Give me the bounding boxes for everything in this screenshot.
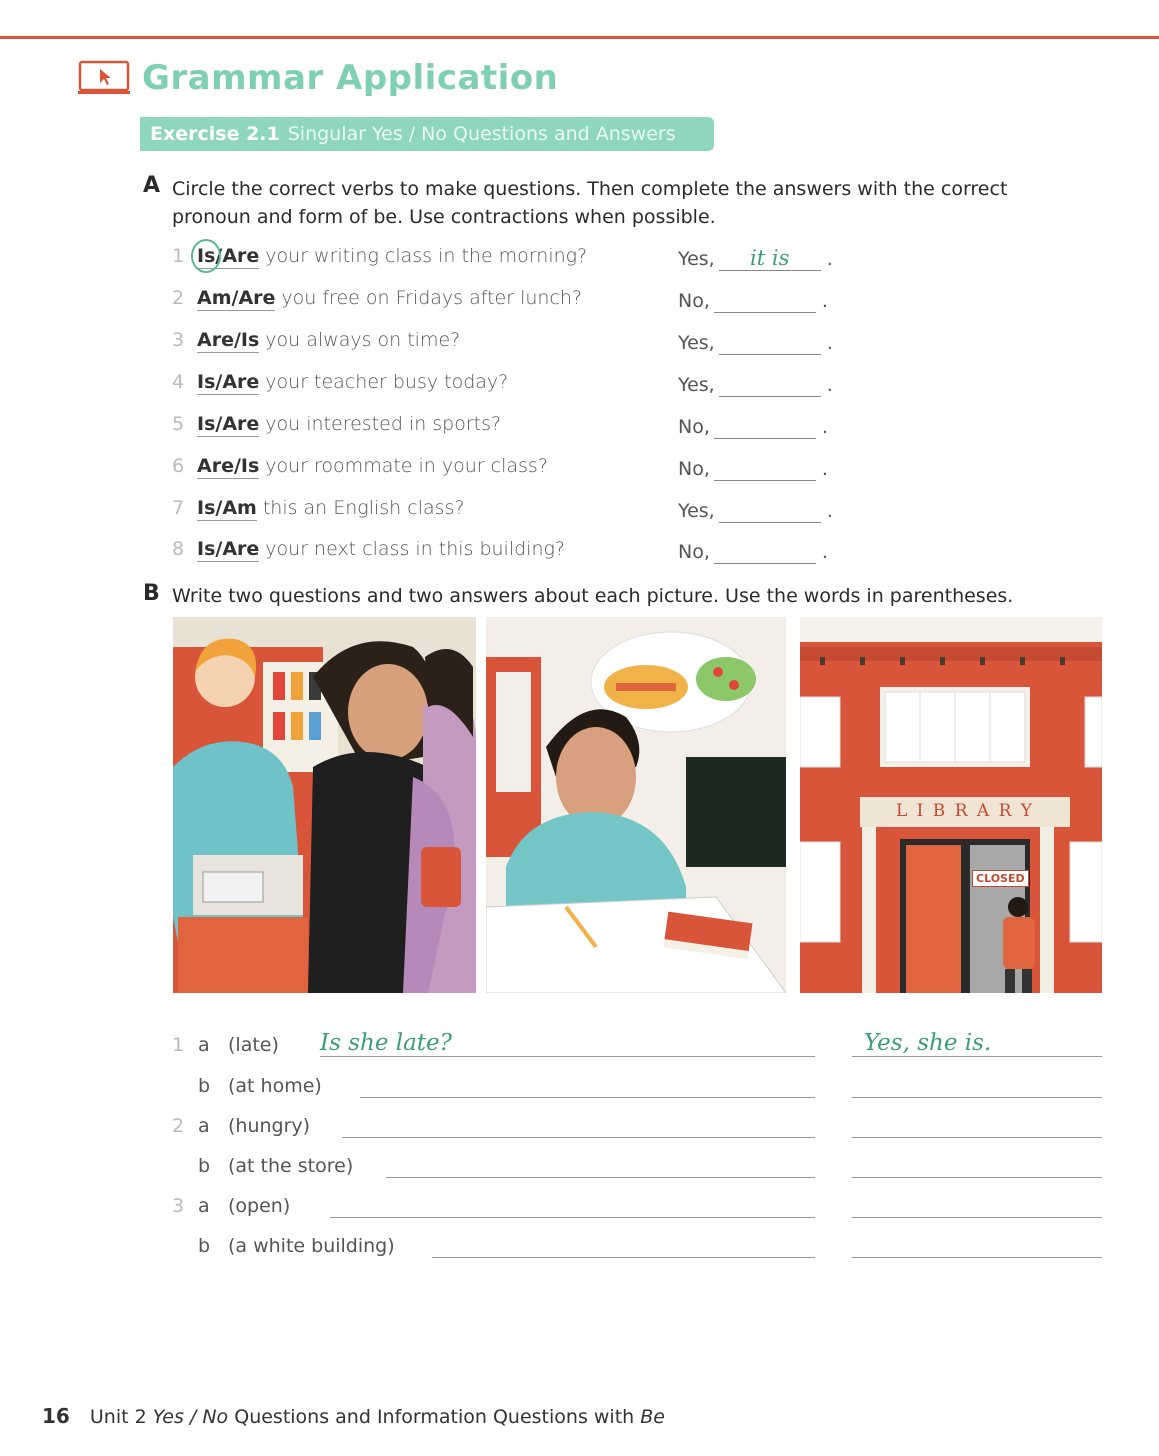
answer-blank[interactable] (714, 288, 816, 313)
question-write-line[interactable] (360, 1071, 815, 1098)
picture-question-row (0, 1115, 1159, 1149)
verb-choice-label: Is/Are (197, 538, 260, 560)
question-text: your writing class in the morning? (265, 245, 588, 267)
answer-cell (678, 456, 828, 481)
item-letter: a (198, 1115, 210, 1137)
page-number: 16 (42, 1404, 70, 1428)
answer-write-line[interactable] (852, 1071, 1102, 1098)
part-b-letter: B (143, 581, 160, 606)
answer-write-line[interactable] (852, 1111, 1102, 1138)
answer-blank[interactable]: it is (719, 246, 821, 271)
picture-question-row (0, 1030, 1159, 1068)
library-sign: L I B R A R Y (895, 801, 1035, 821)
verb-choice[interactable] (197, 371, 259, 395)
exercise-title: Singular Yes / No Questions and Answers (287, 123, 676, 145)
question-text: this an English class? (262, 497, 465, 519)
exercise-number: Exercise 2.1 (150, 123, 280, 145)
answer-period: . (826, 500, 833, 522)
closed-sign: CLOSED (972, 870, 1029, 887)
answer-prefix: Yes, (678, 248, 715, 270)
answer-cell (678, 414, 828, 439)
verb-choice[interactable] (197, 245, 259, 269)
answer-write-line[interactable] (852, 1191, 1102, 1218)
answer-write-line[interactable] (852, 1151, 1102, 1178)
item-prompt: (late) (228, 1034, 279, 1056)
footer-title-italic: Yes / No (152, 1406, 229, 1428)
question-text: your next class in this building? (265, 538, 565, 560)
item-prompt: (open) (228, 1195, 291, 1217)
answer-period: . (826, 374, 833, 396)
picture-question-row (0, 1075, 1159, 1109)
item-letter: b (198, 1155, 211, 1177)
answer-period: . (821, 458, 828, 480)
answer-prefix: No, (678, 541, 710, 563)
answer-cell (678, 498, 833, 523)
question-number: 2 (172, 287, 185, 309)
question-text: you interested in sports? (265, 413, 502, 435)
question-number: 8 (172, 538, 185, 560)
question-text: you free on Fridays after lunch? (281, 287, 583, 309)
answer-blank[interactable] (714, 539, 816, 564)
page-footer (42, 1404, 665, 1428)
answer-prefix: Yes, (678, 500, 715, 522)
question-number: 7 (172, 497, 185, 519)
item-number: 1 (172, 1034, 185, 1056)
question-write-line[interactable] (320, 1030, 815, 1057)
picture-1-store (173, 617, 476, 993)
item-letter: b (198, 1075, 211, 1097)
answer-prefix: No, (678, 290, 710, 312)
question-text: your teacher busy today? (265, 371, 509, 393)
video-play-icon[interactable] (78, 60, 130, 96)
picture-question-row (0, 1235, 1159, 1269)
answer-write-line[interactable] (852, 1231, 1102, 1258)
verb-choice-label: Is/Are (197, 413, 260, 435)
written-answer: Yes, she is. (864, 1030, 992, 1056)
footer-unit: Unit 2 (89, 1406, 147, 1428)
verb-choice-label: Are/Is (197, 455, 260, 477)
item-prompt: (at home) (228, 1075, 322, 1097)
question-number: 5 (172, 413, 185, 435)
answer-blank[interactable] (719, 372, 821, 397)
item-letter: b (198, 1235, 211, 1257)
verb-choice[interactable] (197, 455, 259, 479)
top-rule (0, 36, 1159, 39)
answer-cell (678, 246, 833, 271)
question-write-line[interactable] (330, 1191, 815, 1218)
answer-circle-mark (191, 239, 221, 273)
answer-period: . (826, 248, 833, 270)
question-text: you always on time? (265, 329, 461, 351)
section-header (78, 58, 558, 98)
answer-blank[interactable] (719, 330, 821, 355)
answer-prefix: No, (678, 416, 710, 438)
answer-cell (678, 330, 833, 355)
verb-choice[interactable] (197, 538, 259, 562)
question-write-line[interactable] (386, 1151, 815, 1178)
question-number: 3 (172, 329, 185, 351)
written-question: Is she late? (320, 1030, 452, 1056)
question-write-line[interactable] (432, 1231, 815, 1258)
verb-choice-label: Is/Am (197, 497, 257, 519)
part-a-instruction-line2: pronoun and form of be. Use contractions when possible. (172, 206, 716, 228)
question-write-line[interactable] (342, 1111, 815, 1138)
question-text: your roommate in your class? (265, 455, 548, 477)
item-prompt: (a white building) (228, 1235, 395, 1257)
answer-blank[interactable] (719, 498, 821, 523)
verb-choice[interactable] (197, 413, 259, 437)
item-number: 2 (172, 1115, 185, 1137)
section-title: Grammar Application (142, 58, 559, 98)
part-a-instruction-line1: Circle the correct verbs to make questions. Then complete the answers with the correct (172, 178, 1008, 200)
answer-write-line[interactable] (852, 1030, 1102, 1057)
answer-period: . (821, 290, 828, 312)
item-number: 3 (172, 1195, 185, 1217)
question-number: 6 (172, 455, 185, 477)
item-letter: a (198, 1195, 210, 1217)
answer-prefix: No, (678, 458, 710, 480)
verb-choice-label: Is/Are (197, 245, 260, 267)
exercise-banner (140, 117, 714, 151)
answer-prefix: Yes, (678, 374, 715, 396)
answer-cell (678, 539, 828, 564)
question-number: 4 (172, 371, 185, 393)
verb-choice[interactable] (197, 497, 257, 521)
verb-choice-label: Is/Are (197, 371, 260, 393)
footer-title: Questions and Information Questions with (234, 1406, 635, 1428)
part-a-letter: A (143, 173, 161, 198)
picture-3-library (800, 617, 1102, 993)
part-b-instruction: Write two questions and two answers about each picture. Use the words in parentheses. (172, 585, 1014, 607)
answer-period: . (821, 541, 828, 563)
answer-blank[interactable] (714, 414, 816, 439)
item-letter: a (198, 1034, 210, 1056)
answer-cell (678, 288, 828, 313)
answer-period: . (821, 416, 828, 438)
verb-choice[interactable] (197, 287, 275, 311)
footer-title-end: Be (640, 1406, 665, 1428)
verb-choice-label: Am/Are (197, 287, 276, 309)
question-number: 1 (172, 245, 185, 267)
answer-cell (678, 372, 833, 397)
verb-choice-label: Are/Is (197, 329, 260, 351)
item-prompt: (at the store) (228, 1155, 354, 1177)
picture-question-row (0, 1195, 1159, 1229)
picture-question-row (0, 1155, 1159, 1189)
answer-period: . (826, 332, 833, 354)
verb-choice[interactable] (197, 329, 259, 353)
answer-prefix: Yes, (678, 332, 715, 354)
picture-2-student (486, 617, 786, 993)
answer-blank[interactable] (714, 456, 816, 481)
item-prompt: (hungry) (228, 1115, 311, 1137)
